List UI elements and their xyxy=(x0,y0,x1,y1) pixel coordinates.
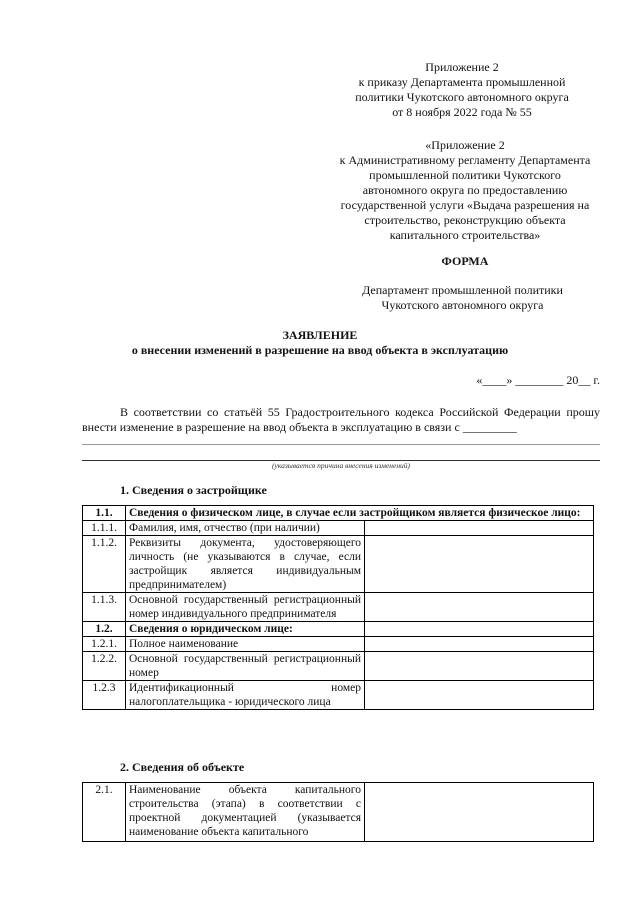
table-row xyxy=(83,637,594,652)
row-number: 1.2. xyxy=(83,622,126,637)
appendix-line: к Административному регламенту Департамента xyxy=(339,153,591,167)
form-label: ФОРМА xyxy=(441,254,489,268)
row-number: 1.1. xyxy=(83,506,126,521)
document-title xyxy=(60,328,580,358)
title-main: ЗАЯВЛЕНИЕ xyxy=(282,328,358,342)
developer-table xyxy=(82,505,594,710)
appendix-line: от 8 ноября 2022 года № 55 xyxy=(392,105,532,119)
appendix-regulation-header xyxy=(320,138,610,243)
table-row xyxy=(83,622,594,637)
appendix-line: капитального строительства» xyxy=(389,228,541,242)
appendix-line: Приложение 2 xyxy=(425,60,499,74)
request-text: В соответствии со статьёй 55 Градостроительного кодекса Российской Федерации прошу внести изменение в разрешение на ввод объекта в эксплуатацию в связи с _________ xyxy=(82,405,600,434)
row-value-cell[interactable] xyxy=(365,637,594,652)
appendix-line: к приказу Департамента промышленной xyxy=(358,75,566,89)
table-row xyxy=(83,593,594,622)
department-line: Департамент промышленной политики xyxy=(362,283,563,297)
row-value-cell[interactable] xyxy=(365,652,594,681)
department-line: Чукотского автономного округа xyxy=(381,298,544,312)
row-value-cell[interactable] xyxy=(365,622,594,637)
appendix-line: государственной услуги «Выдача разрешения на xyxy=(340,198,590,212)
row-number: 1.1.3. xyxy=(83,593,126,622)
row-label: Идентификационный номер налогоплательщика - юридического лица xyxy=(126,681,365,710)
table-row xyxy=(83,652,594,681)
row-value-cell[interactable] xyxy=(365,681,594,710)
row-label: Фамилия, имя, отчество (при наличии) xyxy=(126,521,365,536)
appendix-line: промышленной политики Чукотского xyxy=(369,168,561,182)
section-2-title: 2. Сведения об объекте xyxy=(120,760,245,774)
row-number: 1.1.2. xyxy=(83,536,126,593)
object-table xyxy=(82,782,594,842)
row-label: Сведения о физическом лице, в случае если застройщиком является физическое лицо: xyxy=(126,506,594,521)
table-row xyxy=(83,681,594,710)
row-number: 1.2.1. xyxy=(83,637,126,652)
row-label: Наименование объекта капитального строительства (этапа) в соответствии с проектной документацией (указывается наименование объекта капитального xyxy=(126,783,365,842)
request-paragraph xyxy=(82,405,600,435)
table-row xyxy=(83,521,594,536)
row-label: Основной государственный регистрационный номер xyxy=(126,652,365,681)
blank-line xyxy=(82,444,600,445)
section-1-title: 1. Сведения о застройщике xyxy=(120,483,267,497)
row-number: 1.2.3 xyxy=(83,681,126,710)
row-label: Полное наименование xyxy=(126,637,365,652)
row-value-cell[interactable] xyxy=(365,521,594,536)
row-value-cell[interactable] xyxy=(365,593,594,622)
row-value-cell[interactable] xyxy=(365,536,594,593)
table-row xyxy=(83,783,594,842)
appendix-line: строительство, реконструкцию объекта xyxy=(364,213,566,227)
table-row xyxy=(83,536,594,593)
appendix-line: политики Чукотского автономного округа xyxy=(355,90,569,104)
reason-caption: (указывается причина внесения изменений) xyxy=(271,461,411,470)
row-label: Основной государственный регистрационный номер индивидуального предпринимателя xyxy=(126,593,365,622)
department-name xyxy=(330,283,595,313)
appendix-order-header xyxy=(320,60,604,120)
row-number: 1.1.1. xyxy=(83,521,126,536)
row-value-cell[interactable] xyxy=(365,783,594,842)
row-label: Сведения о юридическом лице: xyxy=(126,622,365,637)
appendix-line: автономного округа по предоставлению xyxy=(362,183,568,197)
row-number: 2.1. xyxy=(83,783,126,842)
row-label: Реквизиты документа, удостоверяющего личность (не указываются в случае, если застройщик является индивидуальным предпринимателем) xyxy=(126,536,365,593)
table-row xyxy=(83,506,594,521)
row-number: 1.2.2. xyxy=(83,652,126,681)
title-subtitle: о внесении изменений в разрешение на ввод объекта в эксплуатацию xyxy=(131,343,509,357)
date-line: «____» ________ 20__ г. xyxy=(476,373,600,387)
appendix-line: «Приложение 2 xyxy=(425,138,505,152)
